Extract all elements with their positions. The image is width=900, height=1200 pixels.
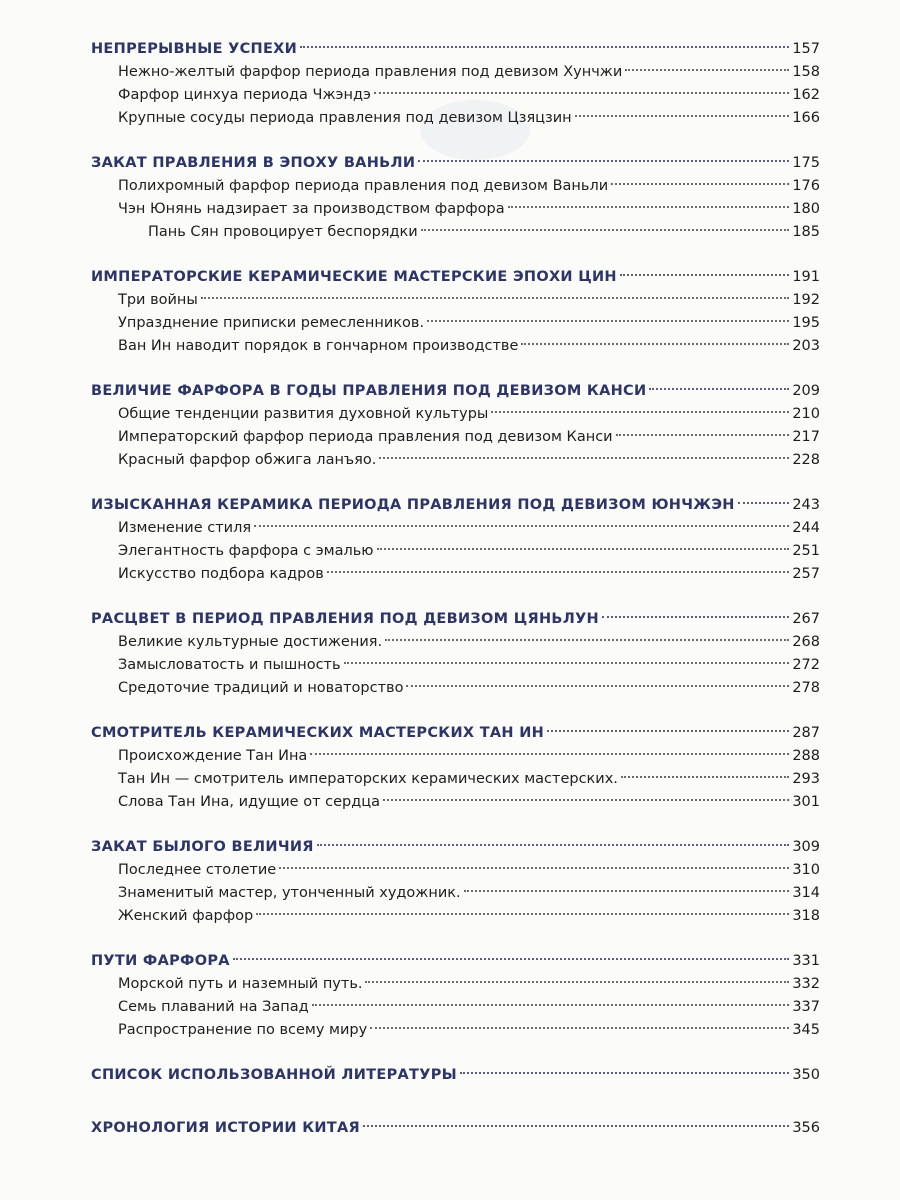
toc-section: [91, 494, 820, 586]
subchapter-entry-page-number: 166: [792, 110, 820, 126]
subchapter-entry-title: Красный фарфор обжига ланъяо.: [118, 452, 377, 468]
chapter-entry-title: ЗАКАТ БЫЛОГО ВЕЛИЧИЯ: [91, 839, 314, 855]
dot-leader: [625, 69, 789, 71]
subchapter-entry-title: Фарфор цинхуа периода Чжэндэ: [118, 87, 371, 103]
toc-section: [91, 38, 820, 130]
subchapter-entry-title: Три войны: [118, 292, 198, 308]
subchapter-entry-page-number: 337: [792, 999, 820, 1015]
toc-section: [91, 152, 820, 244]
toc-section: [91, 1117, 820, 1140]
chapter-entry-page-number: 209: [792, 383, 820, 399]
dot-leader: [418, 160, 789, 162]
dot-leader: [427, 320, 789, 322]
dot-leader: [383, 799, 789, 801]
subchapter-entry-title: Распространение по всему миру: [118, 1022, 368, 1038]
subchapter-entry[interactable]: [91, 61, 820, 84]
dot-leader: [521, 343, 789, 345]
chapter-entry-page-number: 175: [792, 155, 820, 171]
toc-section: [91, 608, 820, 700]
dot-leader: [201, 297, 789, 299]
toc-section: [91, 380, 820, 472]
chapter-entry[interactable]: [91, 608, 820, 631]
subchapter-entry-title: Нежно-желтый фарфор периода правления под девизом Хунчжи: [118, 64, 623, 80]
subchapter-entry[interactable]: [91, 745, 820, 768]
dot-leader: [379, 457, 789, 459]
chapter-entry-page-number: 356: [792, 1120, 820, 1136]
subchapter-entry-title: Средоточие традиций и новаторство: [118, 680, 404, 696]
subchapter-entry-page-number: 228: [792, 452, 820, 468]
toc-section: [91, 266, 820, 358]
subchapter-entry-page-number: 293: [792, 771, 820, 787]
chapter-entry[interactable]: [91, 494, 820, 517]
subchapter-entry-page-number: 210: [792, 406, 820, 422]
subchapter-entry-title: Упразднение приписки ремесленников.: [118, 315, 425, 331]
subchapter-entry-page-number: 244: [792, 520, 820, 536]
subchapter-entry-title: Тан Ин — смотритель императорских керамических мастерских.: [118, 771, 618, 787]
chapter-entry-page-number: 350: [792, 1067, 820, 1083]
dot-leader: [363, 1125, 789, 1127]
chapter-entry-title: РАСЦВЕТ В ПЕРИОД ПРАВЛЕНИЯ ПОД ДЕВИЗОМ ЦЯНЬЛУН: [91, 611, 599, 627]
subchapter-entry[interactable]: [91, 973, 820, 996]
subchapter-entry-page-number: 268: [792, 634, 820, 650]
subchapter-entry-title: Замысловатость и пышность: [118, 657, 341, 673]
subchapter-entry-title: Искусство подбора кадров: [118, 566, 324, 582]
subchapter-entry-page-number: 301: [792, 794, 820, 810]
subchapter-entry[interactable]: [91, 426, 820, 449]
subchapter-entry[interactable]: [91, 631, 820, 654]
chapter-entry-page-number: 191: [792, 269, 820, 285]
chapter-entry-title: ХРОНОЛОГИЯ ИСТОРИИ КИТАЯ: [91, 1120, 360, 1136]
chapter-entry[interactable]: [91, 836, 820, 859]
subchapter-entry[interactable]: [91, 289, 820, 312]
subchapter-entry[interactable]: [91, 791, 820, 814]
subchapter-entry-title: Императорский фарфор периода правления под девизом Канси: [118, 429, 613, 445]
subchapter-entry-page-number: 185: [792, 224, 820, 240]
chapter-entry-page-number: 157: [792, 41, 820, 57]
dot-leader: [621, 776, 789, 778]
chapter-entry[interactable]: [91, 722, 820, 745]
subchapter-entry-page-number: 162: [792, 87, 820, 103]
dot-leader: [508, 206, 790, 208]
dot-leader: [377, 548, 790, 550]
dot-leader: [365, 981, 789, 983]
dot-leader: [254, 525, 789, 527]
dot-leader: [233, 958, 790, 960]
chapter-entry-title: ЗАКАТ ПРАВЛЕНИЯ В ЭПОХУ ВАНЬЛИ: [91, 155, 416, 171]
dot-leader: [370, 1027, 789, 1029]
chapter-entry-title: СПИСОК ИСПОЛЬЗОВАННОЙ ЛИТЕРАТУРЫ: [91, 1067, 457, 1083]
toc-section: [91, 722, 820, 814]
subchapter-entry-page-number: 180: [792, 201, 820, 217]
subchapter-entry-title: Семь плаваний на Запад: [118, 999, 309, 1015]
subchapter-entry[interactable]: [91, 1019, 820, 1042]
subchapter-entry-title: Изменение стиля: [118, 520, 252, 536]
dot-leader: [738, 502, 790, 504]
chapter-entry[interactable]: [91, 380, 820, 403]
chapter-entry-page-number: 267: [792, 611, 820, 627]
subchapter-entry-page-number: 203: [792, 338, 820, 354]
subchapter-entry-title: Ван Ин наводит порядок в гончарном производстве: [118, 338, 519, 354]
subchapter-entry-page-number: 195: [792, 315, 820, 331]
dot-leader: [406, 685, 789, 687]
subchapter-entry-page-number: 257: [792, 566, 820, 582]
dot-leader: [279, 867, 789, 869]
chapter-entry-title: ПУТИ ФАРФОРА: [91, 953, 230, 969]
subchapter-entry[interactable]: [91, 859, 820, 882]
chapter-entry-title: ИМПЕРАТОРСКИЕ КЕРАМИЧЕСКИЕ МАСТЕРСКИЕ ЭПОХИ ЦИН: [91, 269, 617, 285]
dot-leader: [620, 274, 789, 276]
dot-leader: [256, 913, 789, 915]
chapter-entry-page-number: 243: [792, 497, 820, 513]
dot-leader: [310, 753, 789, 755]
subchapter-entry[interactable]: [91, 563, 820, 586]
subchapter-entry-page-number: 217: [792, 429, 820, 445]
subchapter-entry[interactable]: [91, 449, 820, 472]
dot-leader: [611, 183, 789, 185]
subchapter-entry[interactable]: [91, 996, 820, 1019]
subchapter-entry-page-number: 332: [792, 976, 820, 992]
subchapter-entry-title: Происхождение Тан Ина: [118, 748, 308, 764]
subchapter-entry[interactable]: [91, 882, 820, 905]
chapter-entry[interactable]: [91, 950, 820, 973]
subchapter-entry[interactable]: [91, 517, 820, 540]
subchapter-entry-title: Общие тенденции развития духовной культуры: [118, 406, 489, 422]
subchapter-entry-title: Последнее столетие: [118, 862, 277, 878]
toc-section: [91, 1064, 820, 1087]
subchapter-entry-page-number: 251: [792, 543, 820, 559]
dot-leader: [312, 1004, 790, 1006]
subchapter-entry[interactable]: [91, 905, 820, 928]
subchapter-entry-title: Великие культурные достижения.: [118, 634, 383, 650]
subchapter-entry-page-number: 288: [792, 748, 820, 764]
subchapter-entry-title: Морской путь и наземный путь.: [118, 976, 363, 992]
dot-leader: [344, 662, 790, 664]
chapter-entry-page-number: 287: [792, 725, 820, 741]
subchapter-entry-title: Чэн Юнянь надзирает за производством фарфора: [118, 201, 505, 217]
subchapter-entry-page-number: 314: [792, 885, 820, 901]
subchapter-entry[interactable]: [91, 312, 820, 335]
chapter-entry-page-number: 309: [792, 839, 820, 855]
subchapter-entry[interactable]: [91, 335, 820, 358]
subchapter-entry[interactable]: [91, 403, 820, 426]
subchapter-entry[interactable]: [91, 540, 820, 563]
subchapter-entry-page-number: 176: [792, 178, 820, 194]
dot-leader: [491, 411, 789, 413]
toc-section: [91, 836, 820, 928]
subchapter-entry-page-number: 310: [792, 862, 820, 878]
dot-leader: [327, 571, 790, 573]
chapter-entry-title: НЕПРЕРЫВНЫЕ УСПЕХИ: [91, 41, 298, 57]
subchapter-entry[interactable]: [91, 84, 820, 107]
subchapter-entry[interactable]: [91, 107, 820, 130]
dot-leader: [464, 890, 790, 892]
subchapter-entry[interactable]: [91, 768, 820, 791]
table-of-contents: [91, 38, 820, 1170]
subchapter-entry-page-number: 278: [792, 680, 820, 696]
dot-leader: [374, 92, 789, 94]
subchapter-entry[interactable]: [91, 221, 820, 244]
dot-leader: [649, 388, 789, 390]
chapter-entry[interactable]: [91, 38, 820, 61]
chapter-entry[interactable]: [91, 1117, 820, 1140]
chapter-entry-title: ВЕЛИЧИЕ ФАРФОРА В ГОДЫ ПРАВЛЕНИЯ ПОД ДЕВИЗОМ КАНСИ: [91, 383, 647, 399]
subchapter-entry[interactable]: [91, 175, 820, 198]
dot-leader: [575, 115, 790, 117]
dot-leader: [460, 1072, 789, 1074]
subchapter-entry-page-number: 318: [792, 908, 820, 924]
subchapter-entry-title: Элегантность фарфора с эмалью: [118, 543, 374, 559]
chapter-entry-title: ИЗЫСКАННАЯ КЕРАМИКА ПЕРИОДА ПРАВЛЕНИЯ ПОД ДЕВИЗОМ ЮНЧЖЭН: [91, 497, 735, 513]
subchapter-entry-title: Полихромный фарфор периода правления под девизом Ваньли: [118, 178, 609, 194]
subchapter-entry[interactable]: [91, 677, 820, 700]
subchapter-entry-page-number: 272: [792, 657, 820, 673]
chapter-entry[interactable]: [91, 1064, 820, 1087]
subchapter-entry-page-number: 158: [792, 64, 820, 80]
dot-leader: [602, 616, 789, 618]
chapter-entry[interactable]: [91, 152, 820, 175]
subchapter-entry-page-number: 345: [792, 1022, 820, 1038]
subchapter-entry-title: Слова Тан Ина, идущие от сердца: [118, 794, 381, 810]
subchapter-entry-title: Пань Сян провоцирует беспорядки: [148, 224, 418, 240]
dot-leader: [616, 434, 790, 436]
chapter-entry[interactable]: [91, 266, 820, 289]
subchapter-entry-title: Женский фарфор: [118, 908, 254, 924]
dot-leader: [300, 46, 789, 48]
dot-leader: [317, 844, 790, 846]
subchapter-entry-title: Крупные сосуды периода правления под девизом Цзяцзин: [118, 110, 572, 126]
subchapter-entry-title: Знаменитый мастер, утонченный художник.: [118, 885, 461, 901]
dot-leader: [421, 229, 790, 231]
subchapter-entry-page-number: 192: [792, 292, 820, 308]
toc-section: [91, 950, 820, 1042]
dot-leader: [547, 730, 789, 732]
subchapter-entry[interactable]: [91, 198, 820, 221]
chapter-entry-page-number: 331: [792, 953, 820, 969]
dot-leader: [385, 639, 789, 641]
chapter-entry-title: СМОТРИТЕЛЬ КЕРАМИЧЕСКИХ МАСТЕРСКИХ ТАН ИН: [91, 725, 545, 741]
subchapter-entry[interactable]: [91, 654, 820, 677]
